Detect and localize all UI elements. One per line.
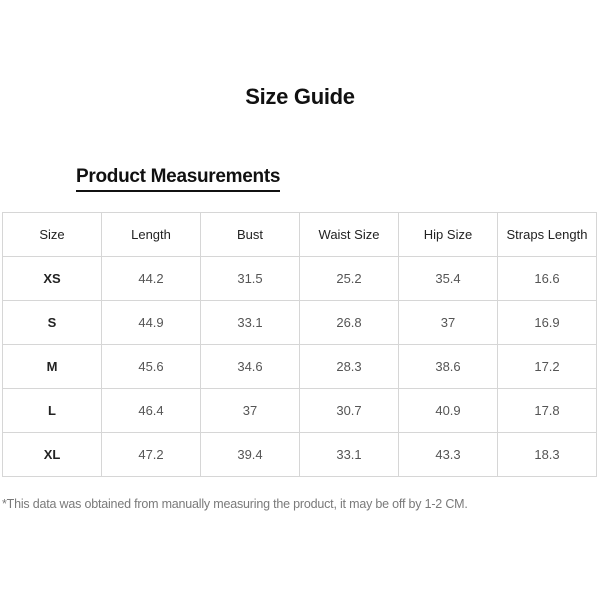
bust-cell: 31.5 [201,257,300,301]
size-cell: M [3,345,102,389]
bust-cell: 33.1 [201,301,300,345]
length-cell: 47.2 [102,433,201,477]
header-waist-size: Waist Size [300,213,399,257]
size-cell: XS [3,257,102,301]
header-hip-size: Hip Size [399,213,498,257]
header-size: Size [3,213,102,257]
bust-cell: 37 [201,389,300,433]
waist-cell: 33.1 [300,433,399,477]
hip-cell: 43.3 [399,433,498,477]
hip-cell: 35.4 [399,257,498,301]
length-cell: 44.2 [102,257,201,301]
header-length: Length [102,213,201,257]
straps-cell: 16.6 [498,257,597,301]
bust-cell: 39.4 [201,433,300,477]
table-row [3,389,597,433]
page-title: Size Guide [245,84,355,109]
size-table [2,212,597,477]
size-cell: S [3,301,102,345]
length-cell: 46.4 [102,389,201,433]
table-header-row [3,213,597,257]
size-cell: XL [3,433,102,477]
table-row [3,433,597,477]
header-bust: Bust [201,213,300,257]
straps-cell: 18.3 [498,433,597,477]
waist-cell: 25.2 [300,257,399,301]
hip-cell: 37 [399,301,498,345]
table-row [3,301,597,345]
header-straps-length: Straps Length [498,213,597,257]
hip-cell: 38.6 [399,345,498,389]
hip-cell: 40.9 [399,389,498,433]
measurement-note: *This data was obtained from manually measuring the product, it may be off by 1-2 CM. [2,497,468,511]
size-cell: L [3,389,102,433]
straps-cell: 17.8 [498,389,597,433]
table-row [3,257,597,301]
table-row [3,345,597,389]
length-cell: 45.6 [102,345,201,389]
section-heading: Product Measurements [76,165,280,192]
bust-cell: 34.6 [201,345,300,389]
straps-cell: 17.2 [498,345,597,389]
length-cell: 44.9 [102,301,201,345]
waist-cell: 30.7 [300,389,399,433]
waist-cell: 26.8 [300,301,399,345]
straps-cell: 16.9 [498,301,597,345]
waist-cell: 28.3 [300,345,399,389]
